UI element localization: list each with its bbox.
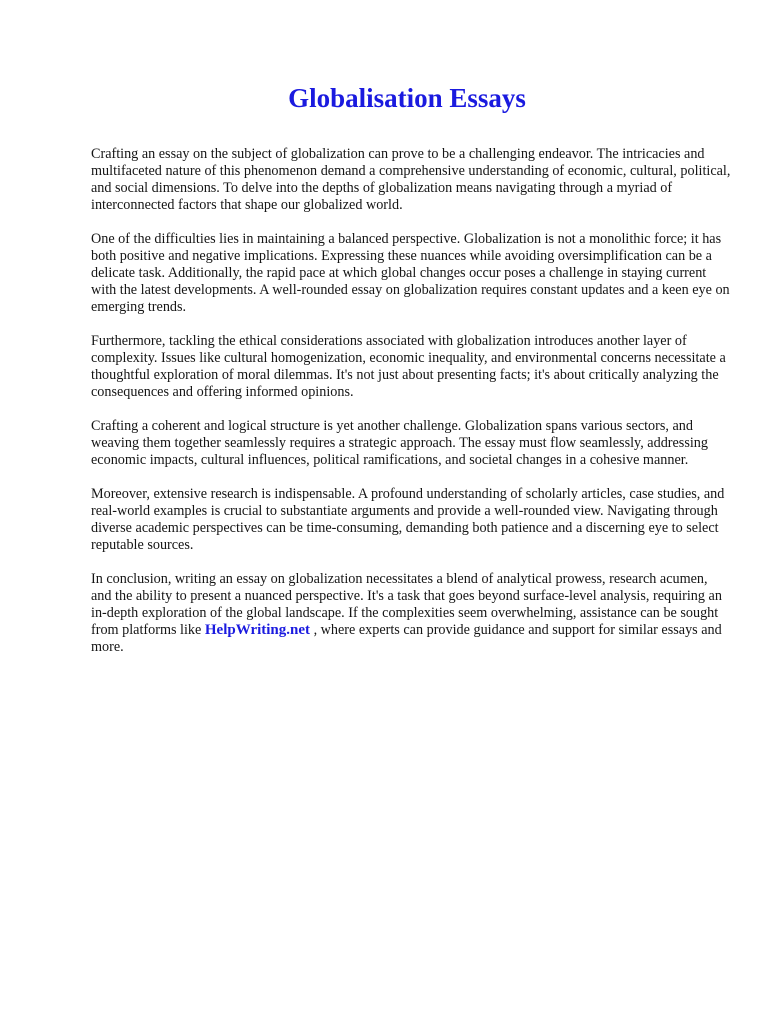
paragraph-research: Moreover, extensive research is indispensable. A profound understanding of scholarly articles, case studies, and real-world examples is crucial to substantiate arguments and provide a well-rounded view. Navigating through diverse academic perspectives can be time-consuming, demanding both patience and a discerning eye to select reputable sources. [91,486,725,553]
paragraph-conclusion [91,571,731,656]
paragraph-structure: Crafting a coherent and logical structure is yet another challenge. Globalization spans various sectors, and weaving them together seamlessly requires a strategic approach. The essay must flow seamlessly, addressing economic impacts, cultural influences, political ramifications, and societal changes in a cohesive manner. [91,418,708,468]
page-title: Globalisation Essays [288,83,526,113]
paragraph-balanced-perspective: One of the difficulties lies in maintaining a balanced perspective. Globalization is not a monolithic force; it has both positive and negative implications. Expressing these nuances while avoiding oversimplification can be a delicate task. Additionally, the rapid pace at which global changes occur poses a challenge in staying current with the latest developments. A well-rounded essay on globalization requires constant updates and a keen eye on emerging trends. [91,231,730,315]
conclusion-text-before-link: In conclusion, writing an essay on globalization necessitates a blend of analytical prowess, research acumen, and the ability to present a nuanced perspective. It's a task that goes beyond surface-level analysis, requiring an in-depth exploration of the global landscape. If the complexities seem overwhelming, assistance can be sought from platforms like [91,571,722,638]
helpwriting-link[interactable]: HelpWriting.net [204,622,311,638]
conclusion-text-after-link: , where experts can provide guidance and support for similar essays and more. [91,622,722,655]
paragraph-ethical-considerations: Furthermore, tackling the ethical considerations associated with globalization introduces another layer of complexity. Issues like cultural homogenization, economic inequality, and environmental concerns necessitate a thoughtful exploration of moral dilemmas. It's not just about presenting facts; it's about critically analyzing the consequences and offering informed opinions. [91,333,726,400]
essay-body [91,146,731,673]
paragraph-intro: Crafting an essay on the subject of globalization can prove to be a challenging endeavor. The intricacies and multifaceted nature of this phenomenon demand a comprehensive understanding of economic, cultural, political, and social dimensions. To delve into the depths of globalization means navigating through a myriad of interconnected factors that shape our globalized world. [91,146,731,213]
